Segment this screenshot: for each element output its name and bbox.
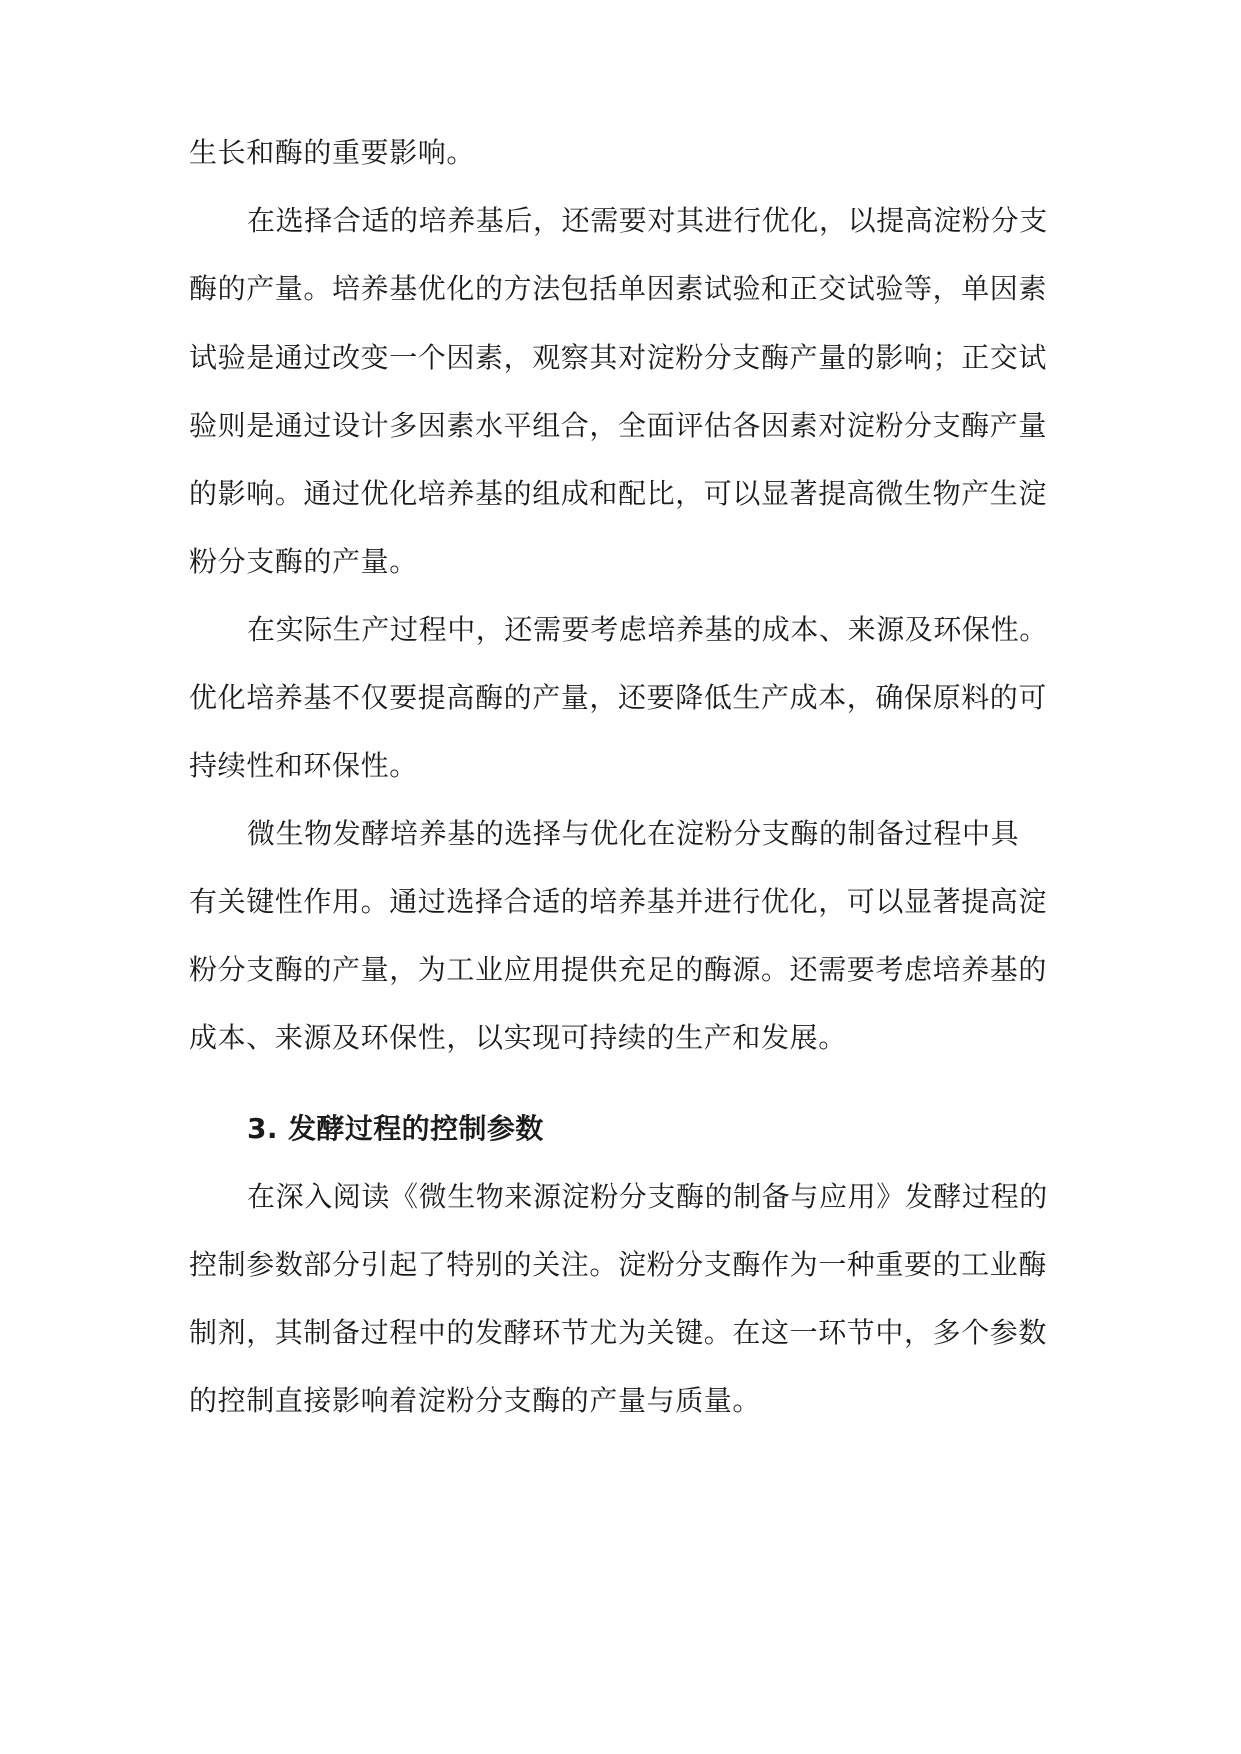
paragraph-2-line-1: 在选择合适的培养基后，还需要对其进行优化，以提高淀粉分支 <box>247 204 1048 237</box>
section-heading: 3. 发酵过程的控制参数 <box>247 1112 544 1145</box>
paragraph-4-line-3: 粉分支酶的产量，为工业应用提供充足的酶源。还需要考虑培养基的 <box>189 953 1048 986</box>
paragraph-4-line-4: 成本、来源及环保性，以实现可持续的生产和发展。 <box>189 1021 847 1054</box>
paragraph-4-line-2: 有关键性作用。通过选择合适的培养基并进行优化，可以显著提高淀 <box>189 885 1048 918</box>
paragraph-4-line-1: 微生物发酵培养基的选择与优化在淀粉分支酶的制备过程中具 <box>247 817 1020 850</box>
paragraph-5-line-1: 在深入阅读《微生物来源淀粉分支酶的制备与应用》发酵过程的 <box>247 1180 1048 1213</box>
paragraph-2-line-2: 酶的产量。培养基优化的方法包括单因素试验和正交试验等，单因素 <box>189 272 1048 305</box>
paragraph-1-line-1: 生长和酶的重要影响。 <box>189 136 476 169</box>
paragraph-2-line-6: 粉分支酶的产量。 <box>189 545 418 578</box>
paragraph-5-line-3: 制剂，其制备过程中的发酵环节尤为关键。在这一环节中，多个参数 <box>189 1316 1048 1349</box>
paragraph-3-line-2: 优化培养基不仅要提高酶的产量，还要降低生产成本，确保原料的可 <box>189 681 1048 714</box>
paragraph-2-line-5: 的影响。通过优化培养基的组成和配比，可以显著提高微生物产生淀 <box>189 477 1048 510</box>
paragraph-5-line-4: 的控制直接影响着淀粉分支酶的产量与质量。 <box>189 1384 762 1417</box>
paragraph-2-line-4: 验则是通过设计多因素水平组合，全面评估各因素对淀粉分支酶产量 <box>189 409 1048 442</box>
paragraph-3-line-1: 在实际生产过程中，还需要考虑培养基的成本、来源及环保性。 <box>247 613 1048 646</box>
paragraph-3-line-3: 持续性和环保性。 <box>189 749 418 782</box>
paragraph-2-line-3: 试验是通过改变一个因素，观察其对淀粉分支酶产量的影响；正交试 <box>189 341 1048 374</box>
paragraph-5-line-2: 控制参数部分引起了特别的关注。淀粉分支酶作为一种重要的工业酶 <box>189 1248 1048 1281</box>
